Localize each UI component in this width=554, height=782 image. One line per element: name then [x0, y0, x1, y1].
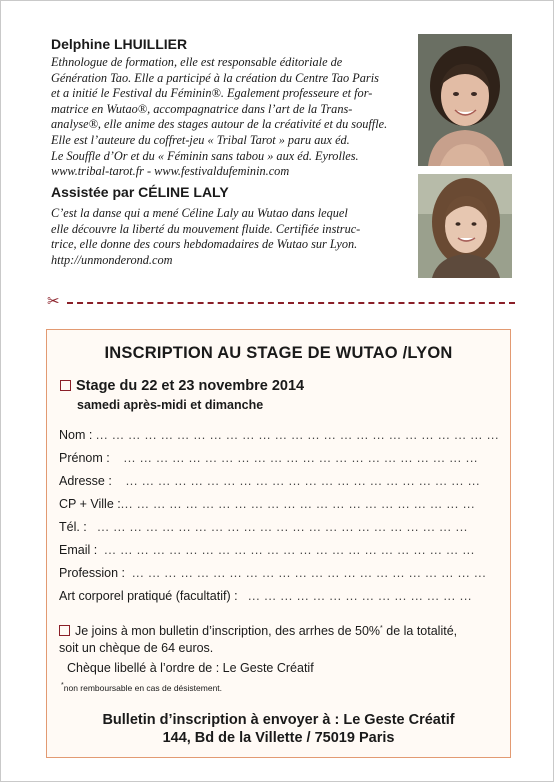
send-line-1: Bulletin d’inscription à envoyer à : Le Geste Créatif	[102, 712, 455, 728]
cut-line	[47, 293, 515, 310]
footnote-mark: *	[61, 682, 64, 689]
field-adresse[interactable]	[59, 474, 480, 488]
join-text-end: de la totalité,	[382, 624, 458, 639]
field-label: Nom :	[59, 428, 93, 442]
bio2-text	[51, 206, 397, 268]
footnote-text: non remboursable en cas de désistement.	[63, 682, 223, 693]
stage-option[interactable]	[60, 378, 304, 394]
field-art-corporel[interactable]	[59, 589, 472, 603]
field-email[interactable]	[59, 543, 475, 557]
mailing-address	[47, 711, 510, 747]
checkbox-icon[interactable]	[59, 625, 70, 636]
bio1-name: Delphine LHUILLIER	[51, 36, 188, 52]
field-dots[interactable]: ... ... ... ... ... ... ... ... ... ... ... ... ... ... ... ... ... ... ... ... ... ... ...	[104, 543, 475, 557]
field-dots[interactable]: ... ... ... ... ... ... ... ... ... ... ... ... ... ... ... ... ... ... ... ... ... ...	[131, 566, 487, 580]
join-text: Je joins à mon bulletin d’inscription, des arrhes de 50%	[75, 624, 381, 639]
dashed-divider	[67, 302, 515, 304]
bio2-line: C’est la danse qui a mené Céline Laly au Wutao dans lequel	[51, 206, 348, 220]
footnote	[61, 682, 222, 693]
field-dots[interactable]: ... ... ... ... ... ... ... ... ... ... ... ... ... ... ... ... ... ... ... ... ... ...	[123, 451, 478, 465]
send-line-2: 144, Bd de la Villette / 75019 Paris	[162, 730, 395, 746]
inscription-form	[46, 329, 511, 758]
bio1-text	[51, 55, 397, 180]
celine-photo	[418, 174, 512, 278]
field-dots[interactable]: ... ... ... ... ... ... ... ... ... ... ... ... ... ... ... ... ... ... ... ... ... ... ...	[97, 520, 468, 534]
bio1-line: et a initié le Festival du Féminin®. Egalement professeure et for-	[51, 86, 373, 101]
cheque-line: Chèque libellé à l’ordre de : Le Geste Créatif	[67, 661, 314, 675]
field-dots[interactable]: ... ... ... ... ... ... ... ... ... ... ... ... ... ...	[247, 589, 472, 603]
bio1-line: Ethnologue de formation, elle est responsable éditoriale de	[51, 55, 343, 69]
field-nom[interactable]	[59, 428, 499, 442]
field-label: Email :	[59, 543, 98, 557]
bio2-line: http://unmonderond.com	[51, 252, 173, 267]
field-cp-ville[interactable]	[59, 497, 475, 511]
field-label: Art corporel pratiqué (facultatif) :	[59, 589, 238, 603]
footnote-mark: *	[380, 625, 383, 632]
join-amount: soit un chèque de 64 euros.	[59, 641, 214, 656]
bio2-name: Assistée par CÉLINE LALY	[51, 184, 229, 200]
field-tel[interactable]	[59, 520, 468, 534]
field-dots[interactable]: ... ... ... ... ... ... ... ... ... ... ... ... ... ... ... ... ... ... ... ... ... ...	[120, 497, 476, 511]
scissors-icon: ✂	[47, 293, 60, 310]
bio1-line: Elle est l’auteure du coffret-jeu « Tribal Tarot » paru aux éd.	[51, 132, 350, 147]
delphine-photo	[418, 34, 512, 166]
field-label: CP + Ville :	[59, 497, 121, 511]
stage-label: Stage du 22 et 23 novembre 2014	[76, 378, 305, 394]
field-label: Prénom :	[59, 451, 110, 465]
bio1-line: matrice en Wutao®, accompagnatrice dans l’art de la Trans-	[51, 101, 353, 116]
field-label: Profession :	[59, 566, 126, 580]
field-label: Tél. :	[59, 520, 87, 534]
stage-subtitle: samedi après-midi et dimanche	[77, 398, 264, 412]
field-label: Adresse :	[59, 474, 112, 488]
deposit-option[interactable]	[59, 620, 504, 657]
bio2-line: trice, elle donne des cours hebdomadaires de Wutao sur Lyon.	[51, 237, 358, 252]
checkbox-icon[interactable]	[60, 380, 71, 391]
bio1-line: Le Souffle d’Or et du « Féminin sans tabou » aux éd. Eyrolles.	[51, 148, 359, 163]
form-title: INSCRIPTION AU STAGE DE WUTAO /LYON	[104, 344, 453, 362]
field-prenom[interactable]	[59, 451, 478, 465]
field-profession[interactable]	[59, 566, 486, 580]
bio1-line: www.tribal-tarot.fr - www.festivaldufeminin.com	[51, 164, 290, 179]
field-dots[interactable]: ... ... ... ... ... ... ... ... ... ... ... ... ... ... ... ... ... ... ... ... ... ... ... ... ...	[95, 428, 500, 442]
bio1-line: analyse®, elle anime des stages autour de la créativité et du souffle.	[51, 117, 388, 132]
bio1-line: Génération Tao. Elle a participé à la création du Centre Tao Paris	[51, 70, 379, 85]
field-dots[interactable]: ... ... ... ... ... ... ... ... ... ... ... ... ... ... ... ... ... ... ... ... ... ...	[125, 474, 481, 488]
bio2-line: elle découvre la liberté du mouvement fluide. Certifiée instruc-	[51, 221, 361, 236]
